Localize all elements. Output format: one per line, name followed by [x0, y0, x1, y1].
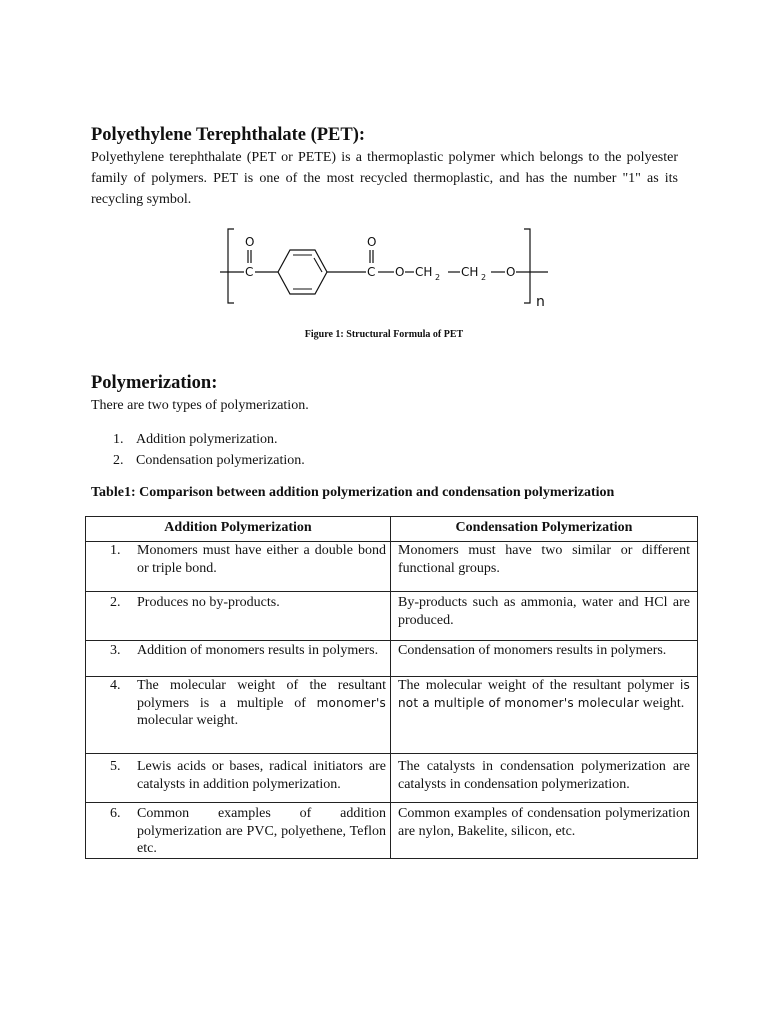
- figure-caption: Figure 1: Structural Formula of PET: [304, 329, 464, 340]
- pet-structural-formula: [218, 226, 558, 310]
- ch2-1-subscript: 2: [435, 273, 441, 282]
- condensation-cell: Condensation of monomers results in polymers.: [391, 641, 698, 677]
- addition-cell: Common examples of addition polymerization are PVC, polyethene, Teflon etc.: [137, 806, 386, 856]
- condensation-cell: The molecular weight of the resultant polymer is not a multiple of monomer's molecular weight.: [391, 677, 698, 754]
- table-row: 3. Addition of monomers results in polymers. Condensation of monomers results in polymers.: [86, 641, 698, 677]
- condensation-cell: By-products such as ammonia, water and HCl are produced.: [391, 592, 698, 641]
- condensation-cell: Monomers must have two similar or different functional groups.: [391, 542, 698, 592]
- carbon-1-label: C: [245, 265, 254, 279]
- oxygen-2-label: O: [367, 235, 377, 249]
- addition-cell: Produces no by-products.: [137, 595, 280, 610]
- table-row: 4. The molecular weight of the resultant polymers is a multiple of monomer's molecular weight. The molecular weight of the resultant polymer is not a multiple of monomer's molecular weight.: [86, 677, 698, 754]
- repeat-unit-n-label: n: [536, 294, 545, 310]
- addition-cell: Monomers must have either a double bond or triple bond.: [137, 543, 386, 576]
- table-title: Table1: Comparison between addition polymerization and condensation polymerization: [91, 485, 615, 500]
- ch2-2-subscript: 2: [481, 273, 487, 282]
- table-row: 5. Lewis acids or bases, radical initiators are catalysts in addition polymerization. The catalysts in condensation polymerization are catalysts in condensation polymerization.: [86, 754, 698, 803]
- table-header-row: [86, 517, 698, 542]
- list-item: 2. Condensation polymerization.: [113, 453, 305, 468]
- condensation-cell: The catalysts in condensation polymerization are catalysts in condensation polymerization.: [391, 754, 698, 803]
- condensation-cell: Common examples of condensation polymerization are nylon, Bakelite, silicon, etc.: [391, 803, 698, 859]
- addition-cell: The molecular weight of the resultant polymers is a multiple of monomer's molecular weight.: [137, 678, 386, 728]
- addition-cell: Addition of monomers results in polymers.: [137, 643, 379, 658]
- polymerization-types-list: [91, 429, 305, 471]
- header-condensation: Condensation Polymerization: [391, 517, 698, 542]
- left-bracket: [228, 229, 234, 303]
- addition-cell: Lewis acids or bases, radical initiators are catalysts in addition polymerization.: [137, 759, 386, 792]
- benzene-ring: [278, 250, 327, 294]
- pet-description: Polyethylene terephthalate (PET or PETE) is a thermoplastic polymer which belongs to the polyester family of polymers. PET is one of the most recycled thermoplastic, and has the number "1" as its recycling symbol.: [91, 150, 678, 207]
- comparison-table: [85, 516, 698, 859]
- oxygen-1-label: O: [245, 235, 255, 249]
- table-row: 6. Common examples of addition polymerization are PVC, polyethene, Teflon etc. Common examples of condensation polymerization are nylon, Bakelite, silicon, etc.: [86, 803, 698, 859]
- chain-oxygen-1-label: O: [395, 265, 405, 279]
- ch2-1-label: CH: [415, 265, 433, 279]
- table-row: 1. Monomers must have either a double bond or triple bond. Monomers must have two similar or different functional groups.: [86, 542, 698, 592]
- polymerization-heading: Polymerization:: [91, 373, 218, 393]
- chain-oxygen-2-label: O: [506, 265, 516, 279]
- list-item: 1. Addition polymerization.: [113, 432, 278, 447]
- header-addition: Addition Polymerization: [86, 517, 391, 542]
- polymerization-intro: There are two types of polymerization.: [91, 398, 309, 413]
- table-row: 2. Produces no by-products. By-products such as ammonia, water and HCl are produced.: [86, 592, 698, 641]
- carbon-2-label: C: [367, 265, 376, 279]
- pet-heading: Polyethylene Terephthalate (PET):: [91, 125, 366, 145]
- ch2-2-label: CH: [461, 265, 479, 279]
- right-bracket: [524, 229, 530, 303]
